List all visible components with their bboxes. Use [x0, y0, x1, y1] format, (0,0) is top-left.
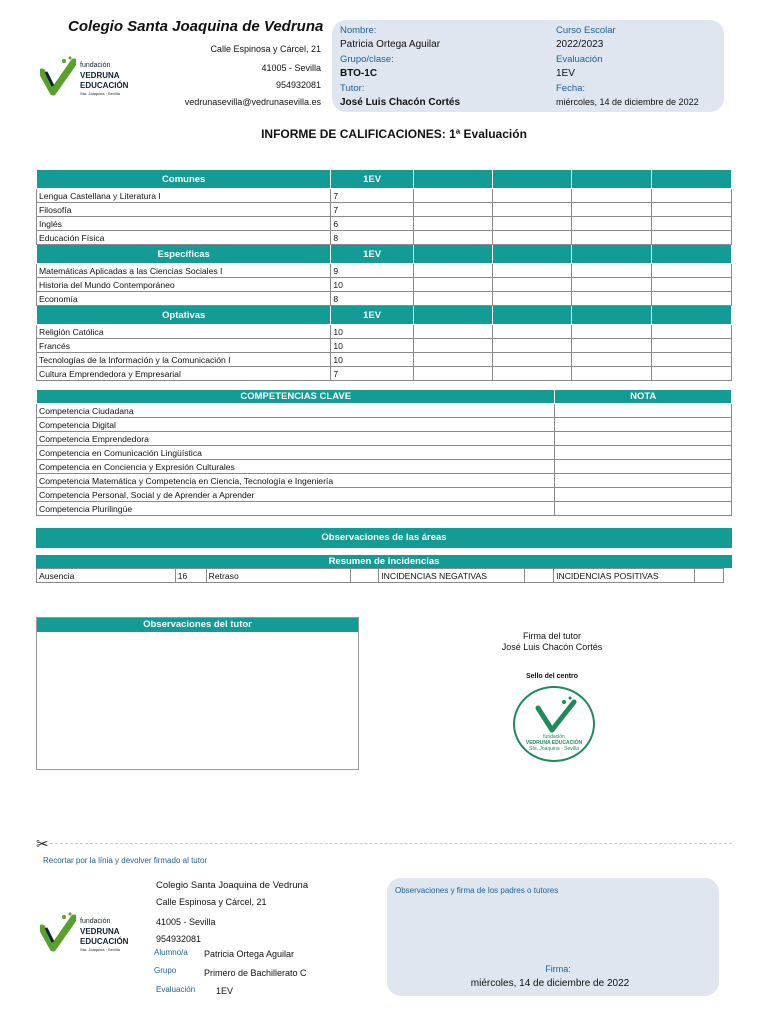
competencia-nota [555, 404, 732, 418]
grade-cell-empty [493, 325, 572, 339]
grade-cell-empty [651, 231, 731, 245]
year-label: Curso Escolar [556, 25, 616, 36]
grade-cell-empty [413, 325, 492, 339]
grade-cell-empty [493, 203, 572, 217]
competencia-name: Competencia Plurilingüe [37, 502, 555, 516]
grade-cell-empty [572, 367, 651, 381]
grade-row [37, 353, 732, 367]
grade-cell-empty [651, 353, 731, 367]
section-header [37, 306, 732, 325]
school-phone: 954932081 [275, 80, 321, 90]
vedruna-check-icon [40, 912, 76, 952]
competencia-name: Competencia en Comunicación Lingüística [37, 446, 555, 460]
competencia-nota [555, 418, 732, 432]
competencia-nota [555, 432, 732, 446]
grade-cell-empty [572, 353, 651, 367]
tutor-name: José Luis Chacón Cortés [340, 97, 461, 108]
incidencias-table [36, 568, 724, 583]
section-header [37, 170, 732, 189]
grade-row [37, 217, 732, 231]
subject-name: Economía [37, 292, 331, 306]
subject-grade: 7 [331, 367, 413, 381]
grade-cell-empty [413, 278, 492, 292]
grade-cell-empty [413, 339, 492, 353]
section-eval-col: 1EV [331, 245, 413, 264]
slip-grupo-label: Grupo [154, 966, 177, 975]
slip-phone: 954932081 [156, 934, 202, 944]
school-year: 2022/2023 [556, 39, 604, 50]
vedruna-logo: fundación VEDRUNA EDUCACIÓN Sta. Joaquina · Sevilla [40, 56, 150, 98]
tutor-signature-label: Firma del tutor [522, 631, 582, 641]
grade-cell-empty [572, 264, 651, 278]
grade-row [37, 339, 732, 353]
section-title: Optativas [37, 306, 331, 325]
ausencia-label: Ausencia [37, 569, 176, 583]
grade-row [37, 264, 732, 278]
slip-address: Calle Espinosa y Cárcel, 21 [156, 897, 267, 907]
competencia-name: Competencia Ciudadana [37, 404, 555, 418]
section-eval-col: 1EV [331, 170, 413, 189]
positivas-label: INCIDENCIAS POSITIVAS [554, 569, 695, 583]
grade-cell-empty [651, 339, 731, 353]
section-empty-col [493, 170, 572, 189]
subject-name: Lengua Castellana y Literatura I [37, 189, 331, 203]
section-empty-col [651, 170, 731, 189]
ausencia-value: 16 [175, 569, 206, 583]
nota-header: NOTA [555, 390, 732, 404]
competencia-nota [555, 488, 732, 502]
grade-cell-empty [651, 264, 731, 278]
retraso-value [351, 569, 379, 583]
grade-cell-empty [493, 189, 572, 203]
report-date: miércoles, 14 de diciembre de 2022 [556, 97, 699, 107]
section-empty-col [651, 245, 731, 264]
observaciones-areas-bar: Observaciones de las áreas [36, 528, 732, 548]
grade-cell-empty [493, 353, 572, 367]
grade-cell-empty [572, 203, 651, 217]
section-eval-col: 1EV [331, 306, 413, 325]
subject-name: Tecnologías de la Información y la Comunicación I [37, 353, 331, 367]
subject-name: Filosofía [37, 203, 331, 217]
competencias-table [36, 389, 732, 516]
competencia-name: Competencia en Conciencia y Expresión Culturales [37, 460, 555, 474]
grade-cell-empty [651, 325, 731, 339]
school-seal: fundación VEDRUNA EDUCACIÓN Sta. Joaquina · Sevilla [513, 686, 595, 762]
vedruna-check-icon [40, 56, 76, 96]
competencia-name: Competencia Personal, Social y de Aprender a Aprender [37, 488, 555, 502]
section-empty-col [413, 306, 492, 325]
grade-cell-empty [493, 264, 572, 278]
grade-cell-empty [413, 264, 492, 278]
slip-eval: 1EV [216, 986, 234, 996]
grade-cell-empty [572, 231, 651, 245]
section-empty-col [413, 170, 492, 189]
grade-row [37, 325, 732, 339]
retraso-label: Retraso [206, 569, 351, 583]
student-group: BTO-1C [340, 68, 378, 79]
subject-name: Matemáticas Aplicadas a las Ciencias Sociales I [37, 264, 331, 278]
school-city: 41005 - Sevilla [261, 63, 321, 73]
negativas-label: INCIDENCIAS NEGATIVAS [379, 569, 525, 583]
competencia-nota [555, 474, 732, 488]
competencia-name: Competencia Digital [37, 418, 555, 432]
grade-cell-empty [651, 189, 731, 203]
competencia-name: Competencia Matemática y Competencia en Ciencia, Tecnología e Ingeniería [37, 474, 555, 488]
grade-cell-empty [572, 325, 651, 339]
tutor-signature-name: José Luis Chacón Cortés [501, 642, 603, 652]
section-empty-col [572, 306, 651, 325]
competencia-row [37, 502, 732, 516]
subject-grade: 7 [331, 189, 413, 203]
grade-cell-empty [413, 292, 492, 306]
scissors-icon: ✂ [36, 836, 49, 853]
grade-cell-empty [651, 278, 731, 292]
section-title: Comunes [37, 170, 331, 189]
school-address: Calle Espinosa y Cárcel, 21 [210, 44, 321, 54]
school-name: Colegio Santa Joaquina de Vedruna [68, 18, 324, 35]
grade-cell-empty [651, 203, 731, 217]
subject-name: Historia del Mundo Contemporáneo [37, 278, 331, 292]
grade-row [37, 231, 732, 245]
grade-cell-empty [413, 189, 492, 203]
subject-grade: 10 [331, 278, 413, 292]
subject-grade: 7 [331, 203, 413, 217]
grade-row [37, 189, 732, 203]
competencia-nota [555, 460, 732, 474]
section-empty-col [572, 170, 651, 189]
section-title: Específicas [37, 245, 331, 264]
competencia-name: Competencia Emprendedora [37, 432, 555, 446]
date-label: Fecha: [556, 83, 586, 94]
tutor-observations-box [36, 617, 359, 770]
competencias-header: COMPETENCIAS CLAVE [37, 390, 555, 404]
competencia-nota [555, 446, 732, 460]
grade-row [37, 203, 732, 217]
report-title: INFORME DE CALIFICACIONES: 1ª Evaluación [261, 127, 527, 141]
section-empty-col [572, 245, 651, 264]
eval-label: Evaluación [556, 54, 603, 65]
grade-cell-empty [493, 278, 572, 292]
subject-grade: 9 [331, 264, 413, 278]
slip-city: 41005 - Sevilla [156, 917, 216, 927]
competencia-row [37, 474, 732, 488]
student-name: Patricia Ortega Aguilar [340, 39, 441, 50]
grade-row [37, 292, 732, 306]
tutor-observations-title: Observaciones del tutor [37, 618, 358, 632]
subject-name: Religión Católica [37, 325, 331, 339]
grade-cell-empty [413, 353, 492, 367]
grade-cell-empty [651, 367, 731, 381]
grade-row [37, 367, 732, 381]
grade-cell-empty [413, 367, 492, 381]
subject-name: Inglés [37, 217, 331, 231]
seal-logo-icon [530, 696, 580, 734]
subject-grade: 10 [331, 325, 413, 339]
parents-signature-card [387, 878, 719, 996]
grade-cell-empty [493, 367, 572, 381]
school-email: vedrunasevilla@vedrunasevilla.es [184, 97, 321, 107]
parents-label: Observaciones y firma de los padres o tutores [395, 886, 559, 895]
negativas-value [525, 569, 554, 583]
grade-cell-empty [572, 189, 651, 203]
slip-date: miércoles, 14 de diciembre de 2022 [470, 978, 630, 989]
section-empty-col [651, 306, 731, 325]
cut-line [50, 843, 732, 844]
slip-school-name: Colegio Santa Joaquina de Vedruna [156, 880, 309, 891]
grade-cell-empty [572, 339, 651, 353]
grade-cell-empty [493, 339, 572, 353]
subject-grade: 8 [331, 292, 413, 306]
competencia-row [37, 460, 732, 474]
name-label: Nombre: [340, 25, 377, 36]
cut-instructions: Recortar por la línia y devolver firmado al tutor [43, 856, 208, 865]
vedruna-logo-slip: fundación VEDRUNA EDUCACIÓN Sta. Joaquina · Sevilla [40, 912, 150, 954]
grade-cell-empty [572, 292, 651, 306]
grade-cell-empty [493, 292, 572, 306]
tutor-label: Tutor: [340, 83, 365, 94]
slip-alumno: Patricia Ortega Aguilar [204, 949, 295, 959]
competencia-row [37, 432, 732, 446]
competencia-row [37, 418, 732, 432]
subject-name: Francés [37, 339, 331, 353]
subject-name: Educación Física [37, 231, 331, 245]
slip-eval-label: Evaluación [156, 985, 196, 994]
grade-cell-empty [572, 217, 651, 231]
subject-grade: 8 [331, 231, 413, 245]
slip-alumno-label: Alumno/a [154, 948, 188, 957]
grade-cell-empty [493, 217, 572, 231]
subject-grade: 6 [331, 217, 413, 231]
evaluation: 1EV [556, 68, 575, 79]
grades-table [36, 169, 732, 381]
student-card [332, 20, 724, 112]
competencia-row [37, 488, 732, 502]
positivas-value [695, 569, 724, 583]
section-empty-col [493, 306, 572, 325]
section-empty-col [413, 245, 492, 264]
grade-row [37, 278, 732, 292]
grade-cell-empty [413, 231, 492, 245]
section-header [37, 245, 732, 264]
firma-label: Firma: [545, 964, 571, 974]
slip-grupo: Primero de Bachillerato C [204, 968, 307, 978]
competencia-row [37, 446, 732, 460]
grade-cell-empty [493, 231, 572, 245]
seal-label: Sello del centro [525, 673, 579, 680]
group-label: Grupo/clase: [340, 54, 394, 65]
subject-grade: 10 [331, 339, 413, 353]
grade-cell-empty [413, 217, 492, 231]
incidencias-title: Resumen de incidencias [36, 555, 732, 568]
competencia-row [37, 404, 732, 418]
subject-name: Cultura Emprendedora y Empresarial [37, 367, 331, 381]
subject-grade: 10 [331, 353, 413, 367]
section-empty-col [493, 245, 572, 264]
grade-cell-empty [651, 217, 731, 231]
competencia-nota [555, 502, 732, 516]
grade-cell-empty [572, 278, 651, 292]
grade-cell-empty [413, 203, 492, 217]
grade-cell-empty [651, 292, 731, 306]
